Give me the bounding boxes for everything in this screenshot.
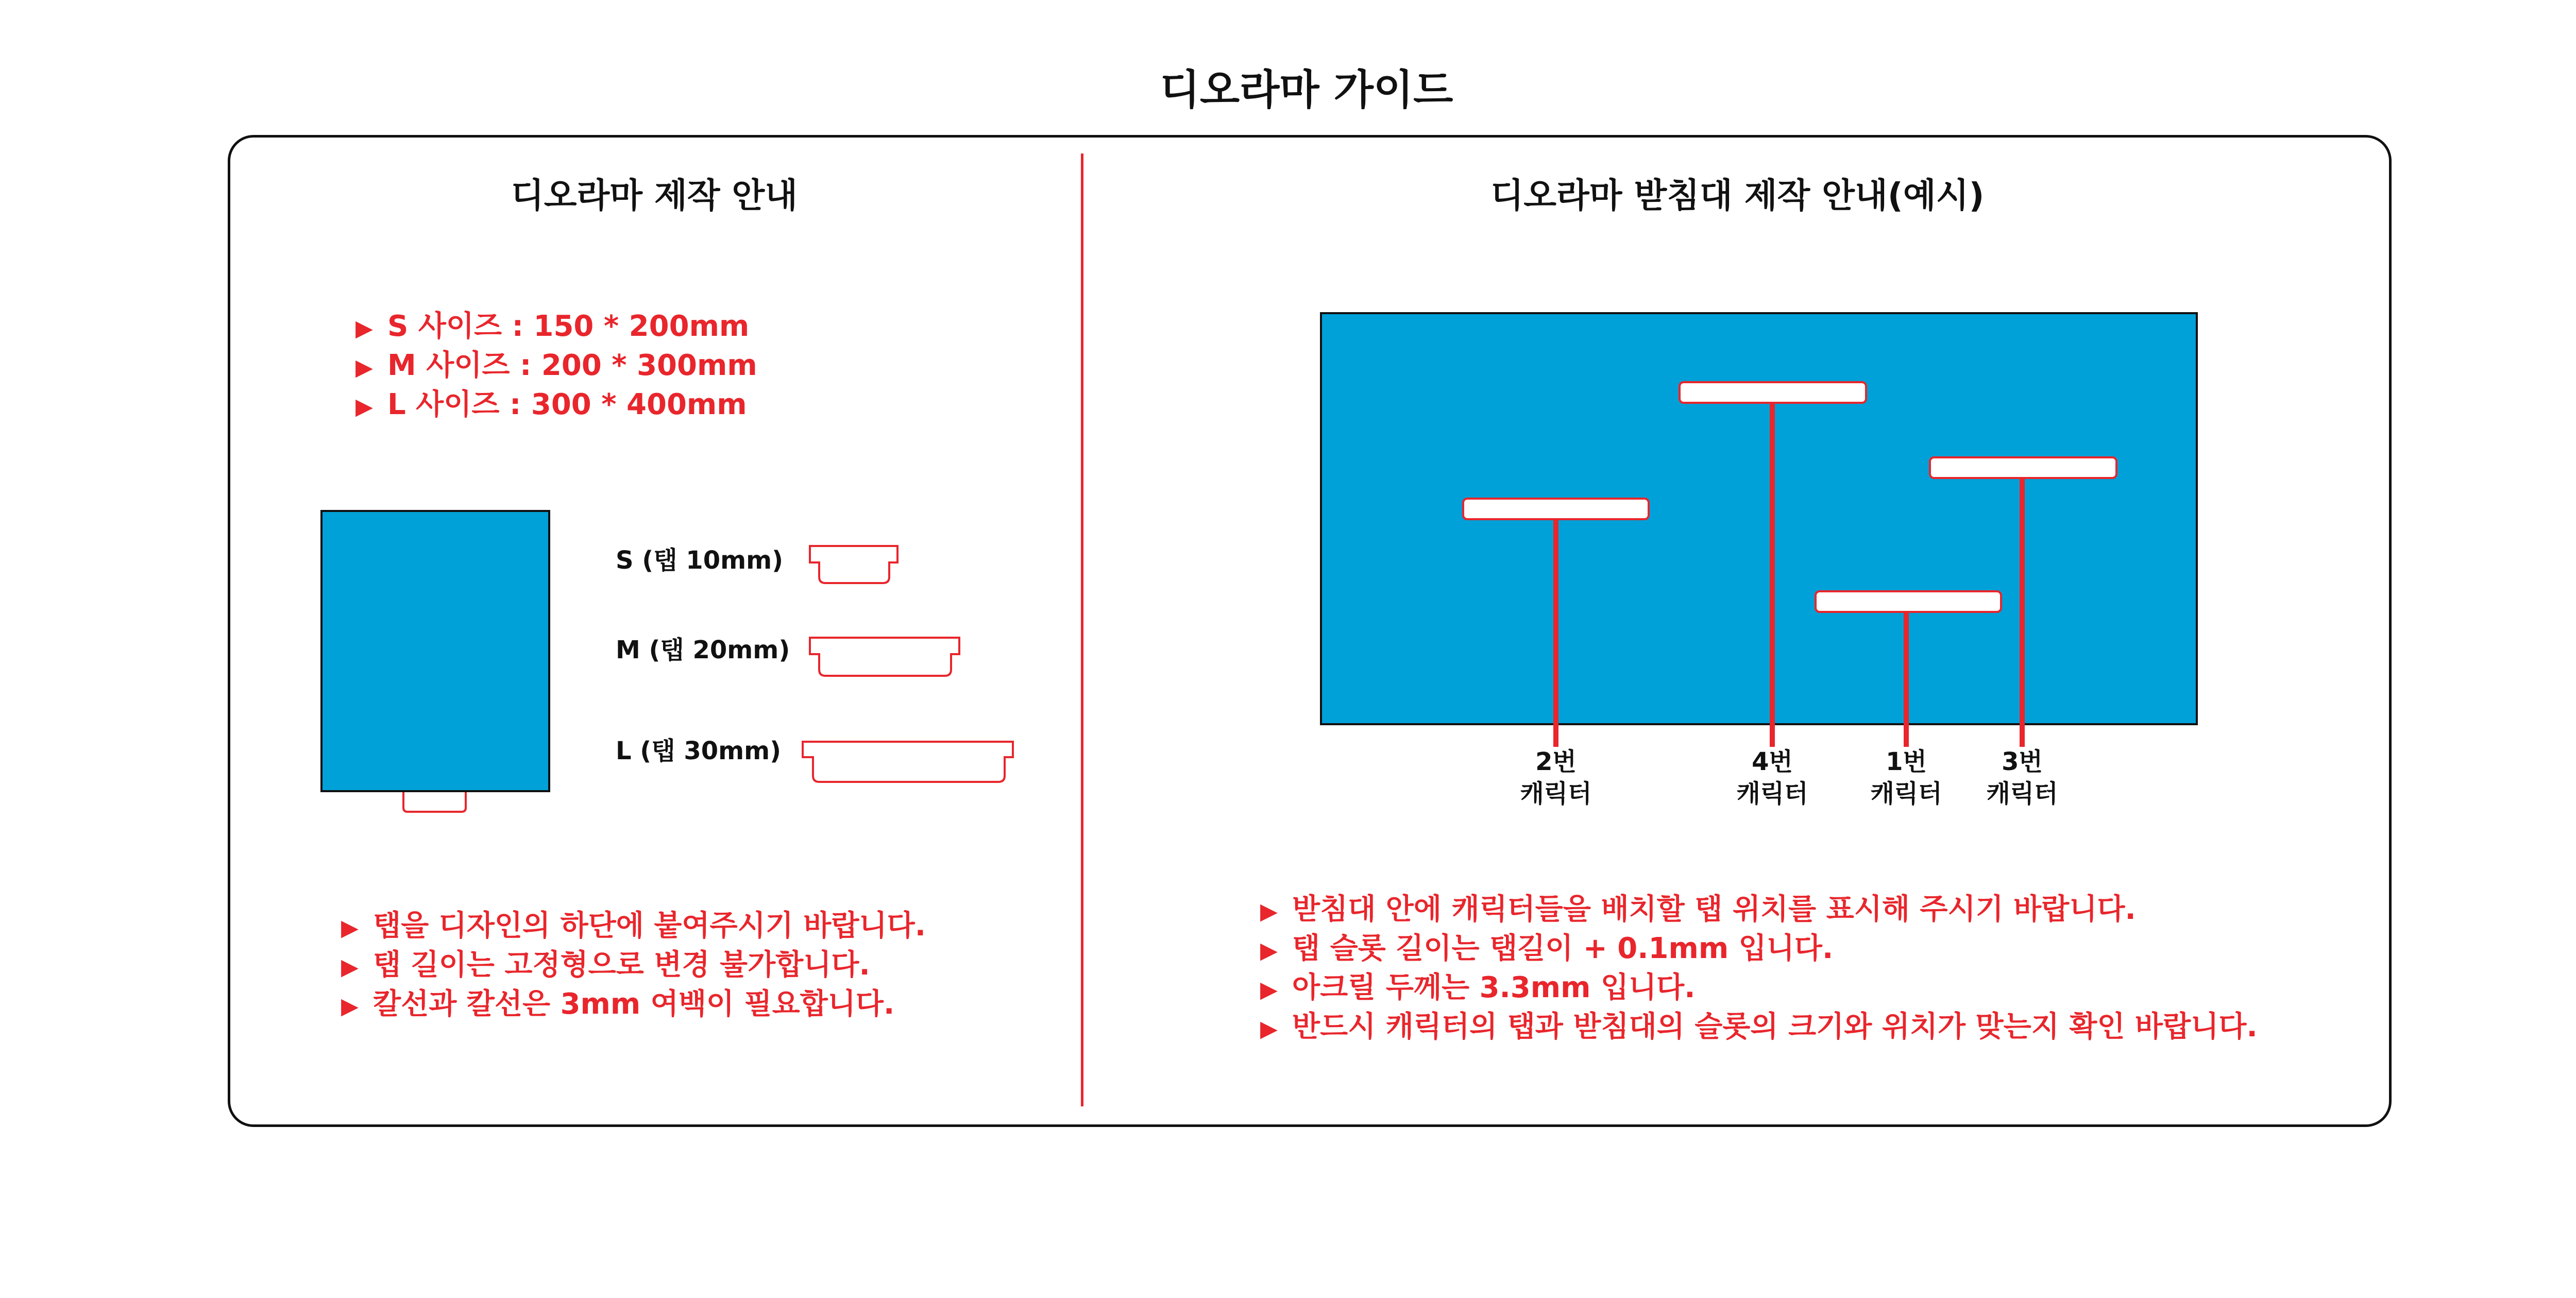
- tab-shape-l: [803, 742, 1013, 782]
- bullet-icon: ▶: [1260, 1016, 1278, 1042]
- bullet-icon: ▶: [1260, 898, 1278, 925]
- bullet-icon: ▶: [341, 915, 359, 941]
- tab-label-m: M (탭 20mm): [616, 636, 790, 664]
- tab-label-l: L (탭 30mm): [616, 737, 782, 765]
- tab-shape-s: [810, 546, 897, 583]
- bullet-icon: ▶: [355, 315, 373, 341]
- note-item: ▶ 탭을 디자인의 하단에 붙여주시기 바랍니다.: [341, 908, 926, 947]
- bullet-icon: ▶: [355, 354, 373, 381]
- character-label-1: 1번 캐릭터: [1870, 747, 1942, 808]
- character-label-3: 3번 캐릭터: [1986, 747, 2058, 808]
- marker-line-1: [1904, 612, 1909, 747]
- bullet-icon: ▶: [355, 394, 373, 420]
- note-item: ▶ 칼선과 칼선은 3mm 여백이 필요합니다.: [341, 986, 926, 1025]
- character-label-2: 2번 캐릭터: [1520, 747, 1592, 808]
- bullet-icon: ▶: [1260, 937, 1278, 964]
- note-item: ▶ 반드시 캐릭터의 탭과 받침대의 슬롯의 크기와 위치가 맞는지 확인 바랍니다.: [1260, 1009, 2258, 1048]
- left-section-title: 디오라마 제작 안내: [511, 176, 798, 215]
- tab-shape-m: [810, 638, 959, 676]
- tab-label-s: S (탭 10mm): [616, 546, 784, 575]
- slot-character-4: [1679, 381, 1867, 404]
- character-label-4: 4번 캐릭터: [1736, 747, 1808, 808]
- size-item: ▶ M 사이즈 : 200 * 300mm: [355, 347, 757, 386]
- slot-character-3: [1929, 456, 2117, 479]
- stand-board: [1320, 312, 2198, 725]
- right-notes: [1260, 891, 2258, 1048]
- size-item: ▶ S 사이즈 : 150 * 200mm: [355, 308, 757, 347]
- slot-character-1: [1815, 590, 2002, 613]
- panel-tab-shape: [403, 792, 466, 812]
- bullet-icon: ▶: [341, 993, 359, 1019]
- note-item: ▶ 탭 길이는 고정형으로 변경 불가합니다.: [341, 947, 926, 986]
- right-section-title: 디오라마 받침대 제작 안내(예시): [1490, 176, 1985, 215]
- marker-line-2: [1553, 519, 1558, 747]
- note-item: ▶ 받침대 안에 캐릭터들을 배치할 탭 위치를 표시해 주시기 바랍니다.: [1260, 891, 2258, 930]
- left-notes: [341, 908, 926, 1025]
- page-title: 디오라마 가이드: [1160, 66, 1453, 114]
- note-item: ▶ 아크릴 두께는 3.3mm 입니다.: [1260, 969, 2258, 1009]
- size-item: ▶ L 사이즈 : 300 * 400mm: [355, 386, 757, 425]
- marker-line-3: [2020, 478, 2025, 747]
- slot-character-2: [1462, 498, 1650, 520]
- bullet-icon: ▶: [341, 954, 359, 980]
- note-item: ▶ 탭 슬롯 길이는 탭길이 + 0.1mm 입니다.: [1260, 930, 2258, 969]
- marker-line-4: [1770, 403, 1775, 747]
- bullet-icon: ▶: [1260, 977, 1278, 1003]
